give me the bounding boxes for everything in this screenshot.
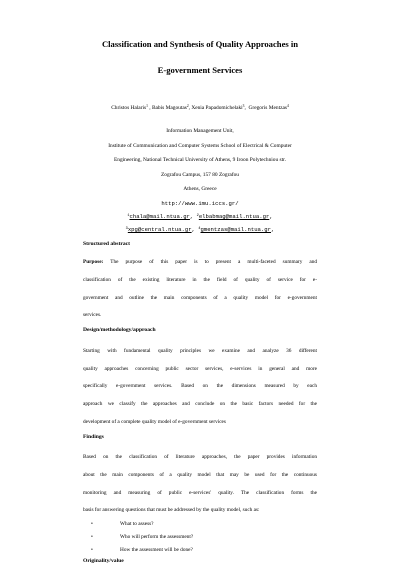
findings-line: Based on the classification of literature approaches, the paper provides information [83, 454, 317, 460]
design-line: quality approaches concerning public sector services, e-services in general and more [83, 366, 317, 372]
purpose-text: The purpose of this paper is to present a multi-faceted summary and [103, 259, 317, 265]
email-sup: 2 [196, 214, 199, 218]
website-link[interactable]: http://www.imu.iccs.gr/ [161, 200, 239, 207]
bullet-text: How the assessment will be done? [120, 547, 193, 553]
author-sup: 2 [186, 104, 189, 108]
email-list-row-2: $^3$xpg@central.ntua.gr, $^4$gmentzas@mail.ntua.gr, [125, 226, 275, 233]
findings-line: about the main components of a quality model that may be used for the continuous [83, 472, 317, 478]
email-link[interactable]: elbabmag@mail.ntua.gr [198, 213, 270, 220]
email-list-row-1: $^1$chala@mail.ntua.gr, $^2$elbabmag@mail.ntua.gr, [127, 213, 273, 220]
paper-title-line-2: E-government Services [157, 65, 243, 75]
structured-abstract-heading: Structured abstract [83, 241, 130, 247]
email-sup: 3 [125, 227, 128, 231]
email-link[interactable]: chala@mail.ntua.gr [129, 213, 190, 220]
design-line: specifically e-government services. Based on the dimensions measured by each [83, 383, 317, 389]
purpose-line: classification of the existing literature in the field of quality of service for e- [83, 277, 317, 283]
bullet-glyph: • [91, 547, 93, 553]
email-sup: 1 [127, 214, 130, 218]
author-name: Babis Magoutas [151, 105, 187, 111]
findings-line: monitoring and measuring of public e-services' quality. The classification forms the [83, 490, 317, 496]
purpose-line [83, 256, 317, 268]
affiliation-line: Engineering, National Technical University of Athens, 9 Iroon Polytechniou str. [114, 157, 286, 163]
findings-line: basis for answering questions that must be addressed by the quality model, such as: [83, 507, 260, 513]
email-sup: 4 [198, 227, 201, 231]
purpose-label: Purpose: [83, 259, 104, 265]
findings-heading: Findings [83, 434, 104, 440]
design-line: approach we classify the approaches and conclude on the basic factors needed for the [83, 401, 317, 407]
purpose-line: government and outline the main components of a quality model for e-government [83, 295, 317, 301]
design-line: Starting with fundamental quality principles we examine and analyze 36 different [83, 348, 317, 354]
bullet-text: Who will perform the assessment? [120, 534, 194, 540]
affiliation-line: Information Management Unit, [166, 128, 234, 134]
author-sup: 3 [242, 104, 245, 108]
author-sup: 4 [287, 104, 289, 108]
affiliation-line: Zografou Campus, 157 80 Zografou [161, 172, 239, 178]
paper-title-line-1: Classification and Synthesis of Quality Approaches in [101, 39, 299, 49]
email-link[interactable]: xpg@central.ntua.gr [127, 226, 192, 233]
author-name: Christos Halaris [111, 105, 147, 111]
design-heading: Design/methodology/approach [83, 327, 156, 333]
bullet-glyph: • [91, 534, 93, 540]
affiliation-line: Institute of Communication and Computer Systems School of Electrical & Computer [108, 143, 292, 149]
author-name: Gregoris Mentzas [248, 105, 287, 111]
affiliation-line: Athens, Greece [183, 186, 217, 192]
author-list: Christos Halaris$^1$ , Babis Magoutas$^2$, Xenia Papadomichelaki$^3$, Gregoris Mentzas$^4$ [111, 104, 289, 111]
email-link[interactable]: gmentzas@mail.ntua.gr [200, 226, 271, 233]
originality-heading: Originality/value [83, 558, 124, 564]
design-line: development of a complete quality model of e-government services [83, 419, 226, 425]
author-name: Xenia Papadomichelaki [191, 105, 243, 111]
bullet-text: What to assess? [120, 521, 154, 527]
author-sup: 1 [146, 104, 148, 108]
purpose-line: services. [83, 312, 102, 318]
bullet-glyph: • [91, 521, 93, 527]
